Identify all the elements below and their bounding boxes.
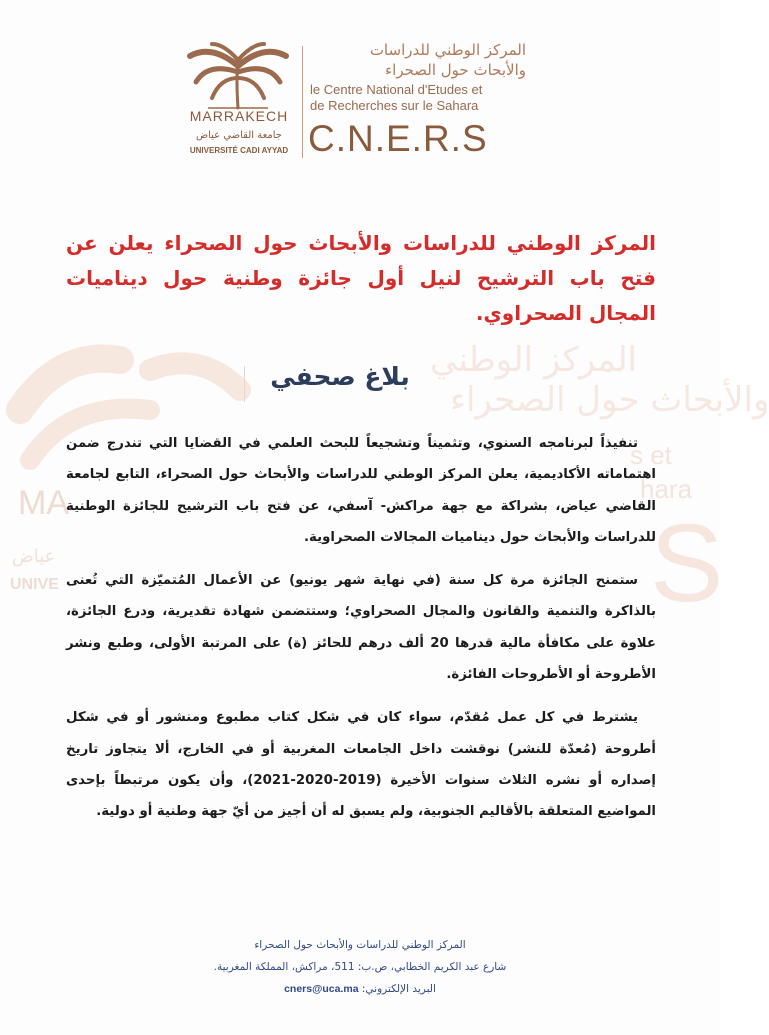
announcement-title: المركز الوطني للدراسات والأبحاث حول الصحراء يعلن عن فتح باب الترشيح لنيل أول جائزة وطنية حول ديناميات المجال الصحراوي.	[66, 231, 656, 325]
centre-name-fr: le Centre National d'Etudes et de Recherches sur le Sahara	[310, 82, 483, 113]
header-divider	[302, 46, 303, 158]
centre-name-ar: المركز الوطني للدراسات والأبحاث حول الصحراء	[369, 41, 526, 79]
watermark-text: s et	[630, 440, 672, 470]
watermark-text: عياض	[12, 546, 56, 567]
university-name-fr: UNIVERSITÉ CADI AYYAD	[189, 146, 289, 155]
watermark-text: UNIVE	[10, 576, 59, 593]
footer-address: شارع عبد الكريم الخطابي، ص.ب: 511، مراكش، المملكة المغربية.	[213, 961, 507, 973]
footer-email[interactable]: cners@uca.ma	[284, 983, 359, 995]
paragraph: تنفيذاً لبرنامجه السنوي، وتثميناً وتشجيعاً للبحث العلمي في القضايا التي تندرج ضمن اهتماماته الأكاديمية، يعلن المركز الوطني للدراسات والأبحاث حول الصحراء، التابع لجامعة القاضي عياض، بشراكة مع جهة مراكش- آسفي، عن فتح باب الترشيح للجائزة الوطنية للدراسات والأبحاث حول ديناميات المجالات الصحراوية.	[66, 436, 656, 545]
watermark-text: والأبحاث حول الصحراء	[450, 380, 769, 420]
footer	[150, 934, 570, 1000]
watermark-text: hara	[640, 474, 693, 504]
footer-centre-name: المركز الوطني للدراسات والأبحاث حول الصحراء	[254, 939, 466, 951]
watermark-text: MA	[18, 484, 69, 522]
acronym-logo: C.N.E.R.S	[308, 118, 488, 159]
watermark-text: S	[650, 502, 724, 625]
press-release-heading: بلاغ صحفي	[270, 362, 410, 391]
university-name-ar: جامعة القاضي عياض	[195, 130, 282, 141]
paragraph: ستمنح الجائزة مرة كل سنة (في نهاية شهر يونيو) عن الأعمال المُتميّزة التي تُعنى بالذاكرة والتنمية والقانون والمجال الصحراوي؛ وستتضمن شهادة تقديرية، ودرع الجائزة، علاوة على مكافأة مالية قدرها 20 ألف درهم للحائز (ة) على المرتبة الأولى، وطبع ونشر الأطروحة أو الأطروحات الفائزة.	[66, 573, 656, 683]
footer-email-line	[150, 978, 570, 1000]
body-text	[66, 428, 656, 840]
marrakech-label: MARRAKECH	[189, 108, 289, 124]
paragraph: يشترط في كل عمل مُقدّم، سواء كان في شكل كتاب مطبوع ومنشور أو في شكل أطروحة (مُعدّة للنشر) نوقشت داخل الجامعات المغربية أو في الخارج، ألا يتجاوز تاريخ إصداره أو نشره الثلاث سنوات الأخيرة (2019-2020-2021)، وأن يكون مرتبطاً بإحدى المواضيع المتعلقة بالأقاليم الجنوبية، ولم يسبق له أن أجيز من أيّ جهة وطنية أو دولية.	[66, 710, 656, 820]
watermark-text: المركز الوطني	[430, 340, 638, 380]
footer-email-label: البريد الإلكتروني:	[361, 983, 436, 995]
